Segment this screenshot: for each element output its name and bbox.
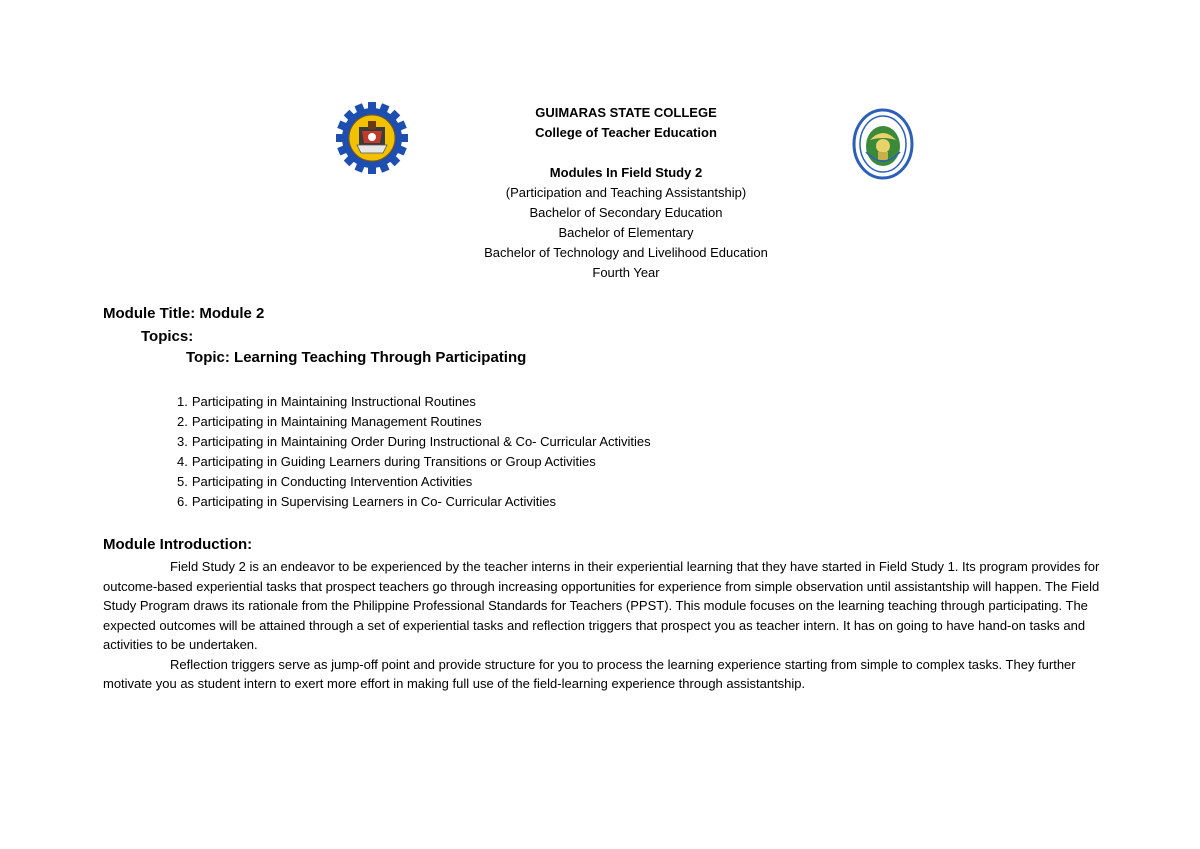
list-item-text: Participating in Supervising Learners in Co- Curricular Activities xyxy=(191,494,556,509)
year-level: Fourth Year xyxy=(592,265,660,280)
module-series-title: Modules In Field Study 2 xyxy=(549,165,703,180)
list-item-number: 1. xyxy=(177,394,188,409)
list-item xyxy=(177,432,651,452)
topics-label: Topics: xyxy=(141,328,194,345)
college-name: College of Teacher Education xyxy=(535,125,717,140)
list-item-number: 3. xyxy=(177,434,188,449)
gear-seal-logo-icon xyxy=(335,101,409,175)
program-line: Bachelor of Technology and Livelihood Education xyxy=(484,245,768,260)
module-title: Module Title: Module 2 xyxy=(103,305,265,322)
list-item-text: Participating in Maintaining Instructional Routines xyxy=(191,394,476,409)
cte-seal-logo-icon xyxy=(852,108,914,180)
list-item-text: Participating in Guiding Learners during Transitions or Group Activities xyxy=(191,454,596,469)
introduction-body xyxy=(103,557,1103,694)
introduction-paragraph: Reflection triggers serve as jump-off point and provide structure for you to process the learning experience starting from simple to complex tasks. They further motivate you as student intern to exert more effort in making full use of the field-learning experience through assistantship. xyxy=(103,656,1076,691)
introduction-heading: Module Introduction: xyxy=(103,536,253,553)
list-item-number: 6. xyxy=(177,494,188,509)
institution-name: GUIMARAS STATE COLLEGE xyxy=(535,105,717,120)
list-item xyxy=(177,452,651,472)
list-item-number: 2. xyxy=(177,414,188,429)
list-item xyxy=(177,412,651,432)
list-item xyxy=(177,392,651,412)
program-line: Bachelor of Elementary xyxy=(558,225,694,240)
list-item-text: Participating in Conducting Intervention Activities xyxy=(191,474,473,489)
list-item xyxy=(177,492,651,512)
module-subtitle: (Participation and Teaching Assistantship) xyxy=(505,185,747,200)
program-line: Bachelor of Secondary Education xyxy=(529,205,723,220)
introduction-paragraph: Field Study 2 is an endeavor to be experienced by the teacher interns in their experiential learning that they have started in Field Study 1. Its program provides for outcome-based experiential tasks that prospect teachers go through increasing opportunities for experience from simple observation until assistantship will happen. The Field Study Program draws its rationale from the Philippine Professional Standards for Teachers (PPST). This module focuses on the learning teaching through participating. The expected outcomes will be attained through a set of experiential tasks and reflection triggers that prospect you as teacher intern. It has on going to have hand-on tasks and activities to be undertaken. xyxy=(103,559,1100,652)
cte-logo-icon xyxy=(852,108,914,180)
list-item-text: Participating in Maintaining Order During Instructional & Co- Curricular Activities xyxy=(191,434,651,449)
topics-list xyxy=(177,392,651,512)
topic-title: Topic: Learning Teaching Through Participating xyxy=(186,349,527,366)
gsc-logo-icon xyxy=(335,101,409,175)
list-item-text: Participating in Maintaining Management Routines xyxy=(191,414,482,429)
document-header xyxy=(420,103,832,283)
list-item-number: 4. xyxy=(177,454,188,469)
list-item-number: 5. xyxy=(177,474,188,489)
list-item xyxy=(177,472,651,492)
